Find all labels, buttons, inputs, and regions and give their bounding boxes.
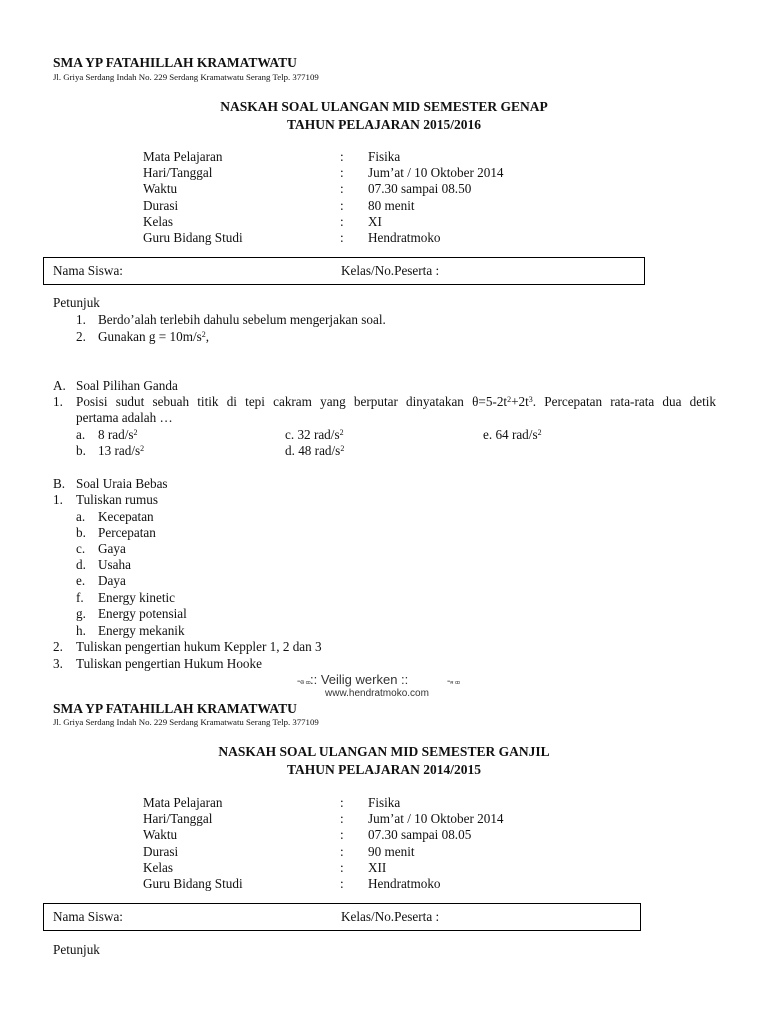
info-value: Hendratmoko <box>368 876 441 891</box>
info-colon: : <box>340 795 344 810</box>
footer-website: www.hendratmoko.com <box>325 688 429 699</box>
list-item: Percepatan <box>98 525 156 540</box>
info-value: Jum’at / 10 Oktober 2014 <box>368 811 504 826</box>
info-value: XI <box>368 214 382 229</box>
question-number: 2. <box>53 639 63 654</box>
student-info-box[interactable] <box>43 257 645 285</box>
footer-motto: :: Veilig werken :: <box>310 672 409 687</box>
option-d: d. 48 rad/$s^2$ <box>285 443 345 458</box>
option-e: e. 64 rad/$s^2$ <box>483 427 542 442</box>
footer-left-glyphs: ꟹꞠ ꝏ <box>297 680 311 686</box>
info-value: XII <box>368 860 387 875</box>
instruction-text: Gunakan $g = 10m/s^2$, <box>98 329 210 344</box>
class-number-label: Kelas/No.Peserta : <box>341 909 440 924</box>
info-colon: : <box>340 149 344 164</box>
section-b-label: B. <box>53 476 66 491</box>
info-value: 07.30 sampai 08.05 <box>368 827 472 842</box>
academic-year: TAHUN PELAJARAN 2014/2015 <box>286 762 481 777</box>
option-c: c. 32 rad/$s^2$ <box>285 427 344 442</box>
class-number-label: Kelas/No.Peserta : <box>341 263 440 278</box>
instructions-title: Petunjuk <box>53 295 100 310</box>
student-name-label: Nama Siswa: <box>53 263 123 278</box>
question-number: 1. <box>53 394 63 409</box>
student-name-label: Nama Siswa: <box>53 909 123 924</box>
list-letter: c. <box>76 541 86 556</box>
list-letter: h. <box>76 623 86 638</box>
school-address: Jl. Griya Serdang Indah No. 229 Serdang Kramatwatu Serang Telp. 377109 <box>53 717 319 727</box>
info-colon: : <box>340 165 344 180</box>
option-letter: a. <box>76 427 86 442</box>
list-letter: d. <box>76 557 86 572</box>
info-value: Fisika <box>368 149 401 164</box>
info-value: Fisika <box>368 795 401 810</box>
question-text: Tuliskan pengertian hukum Keppler 1, 2 dan 3 <box>76 639 322 654</box>
info-value: Jum’at / 10 Oktober 2014 <box>368 165 504 180</box>
info-colon: : <box>340 844 344 859</box>
info-label: Mata Pelajaran <box>143 149 223 164</box>
instruction-number: 1. <box>76 312 86 327</box>
info-label: Hari/Tanggal <box>143 165 213 180</box>
list-item: Energy kinetic <box>98 590 176 605</box>
list-item: Daya <box>98 573 126 588</box>
question-number: 3. <box>53 656 63 671</box>
question-text-continued: pertama adalah … <box>76 410 173 425</box>
info-colon: : <box>340 876 344 891</box>
section-b-title: Soal Uraia Bebas <box>76 476 168 491</box>
info-colon: : <box>340 860 344 875</box>
info-colon: : <box>340 827 344 842</box>
option-letter: b. <box>76 443 86 458</box>
school-name: SMA YP FATAHILLAH KRAMATWATU <box>53 55 297 70</box>
list-item: Usaha <box>98 557 131 572</box>
info-label: Guru Bidang Studi <box>143 876 243 891</box>
info-label: Waktu <box>143 827 178 842</box>
info-label: Hari/Tanggal <box>143 811 213 826</box>
school-address: Jl. Griya Serdang Indah No. 229 Serdang Kramatwatu Serang Telp. 377109 <box>53 72 319 82</box>
info-colon: : <box>340 230 344 245</box>
list-letter: g. <box>76 606 86 621</box>
info-value: 07.30 sampai 08.50 <box>368 181 472 196</box>
info-label: Kelas <box>143 214 174 229</box>
list-item: Energy mekanik <box>98 623 185 638</box>
section-a-label: A. <box>53 378 66 393</box>
info-colon: : <box>340 214 344 229</box>
info-colon: : <box>340 198 344 213</box>
info-label: Mata Pelajaran <box>143 795 223 810</box>
list-letter: f. <box>76 590 84 605</box>
info-label: Durasi <box>143 198 179 213</box>
instruction-text: Berdo’alah terlebih dahulu sebelum mengerjakan soal. <box>98 312 386 327</box>
school-name: SMA YP FATAHILLAH KRAMATWATU <box>53 701 297 716</box>
academic-year: TAHUN PELAJARAN 2015/2016 <box>286 117 481 132</box>
info-value: 90 menit <box>368 844 415 859</box>
student-info-box[interactable] <box>43 903 641 931</box>
list-item: Kecepatan <box>98 509 154 524</box>
question-text: Tuliskan pengertian Hukum Hooke <box>76 656 262 671</box>
list-letter: b. <box>76 525 86 540</box>
info-value: Hendratmoko <box>368 230 441 245</box>
info-colon: : <box>340 811 344 826</box>
instructions-title: Petunjuk <box>53 942 100 957</box>
list-item: Gaya <box>98 541 126 556</box>
list-item: Energy potensial <box>98 606 187 621</box>
exam-title: NASKAH SOAL ULANGAN MID SEMESTER GENAP <box>220 99 548 114</box>
info-value: 80 menit <box>368 198 415 213</box>
list-letter: a. <box>76 509 86 524</box>
info-label: Waktu <box>143 181 178 196</box>
exam-title: NASKAH SOAL ULANGAN MID SEMESTER GANJIL <box>218 744 550 759</box>
question-number: 1. <box>53 492 63 507</box>
section-a-title: Soal Pilihan Ganda <box>76 378 178 393</box>
info-label: Durasi <box>143 844 179 859</box>
option-a: 8 rad/$s^2$ <box>98 427 138 442</box>
info-label: Kelas <box>143 860 174 875</box>
info-colon: : <box>340 181 344 196</box>
option-b: 13 rad/$s^2$ <box>98 443 145 458</box>
instruction-number: 2. <box>76 329 86 344</box>
list-letter: e. <box>76 573 86 588</box>
info-label: Guru Bidang Studi <box>143 230 243 245</box>
question-text: Posisi sudut sebuah titik di tepi cakram yang berputar dinyatakan $\theta=5-2t^2+2t^3$. Percepatan rata-rata dua detik <box>76 394 716 409</box>
footer-right-glyphs: ꟹꞥ ꝏ <box>447 680 461 686</box>
question-text: Tuliskan rumus <box>76 492 158 507</box>
